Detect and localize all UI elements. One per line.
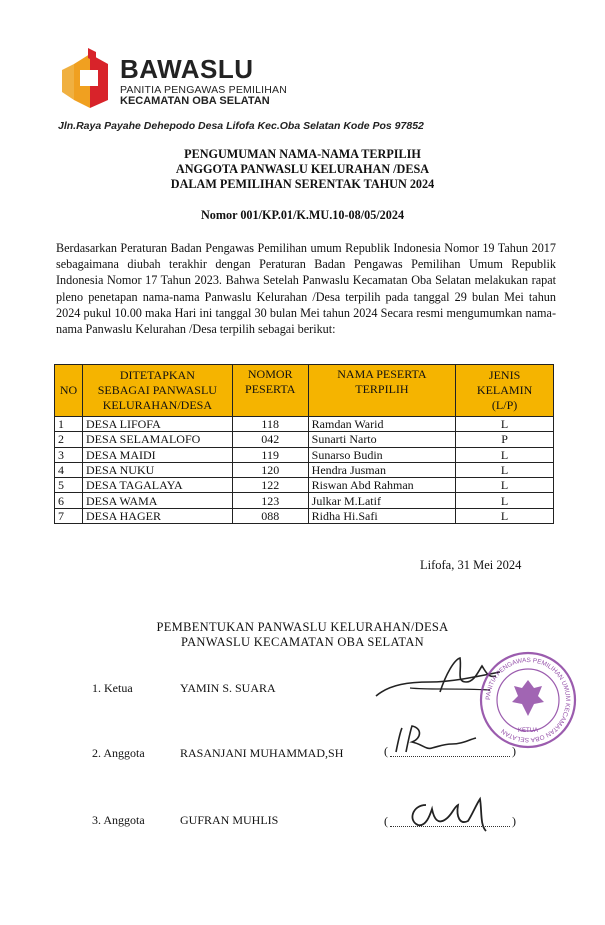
- header-jenis-line: (L/P): [491, 398, 518, 412]
- header-desa: [82, 365, 232, 417]
- table-row: [55, 462, 554, 477]
- table-row: [55, 478, 554, 493]
- brand-district: KECAMATAN OBA SELATAN: [120, 95, 270, 107]
- cell-nomor: 042: [232, 432, 308, 447]
- header-desa-line: DITETAPKAN: [119, 368, 195, 382]
- member-name: RASANJANI MUHAMMAD,SH: [180, 746, 344, 760]
- signature-anggota-2: [402, 795, 502, 840]
- table-header-row: [55, 365, 554, 417]
- cell-jk: L: [456, 462, 554, 477]
- table-row: [55, 493, 554, 508]
- member-name: YAMIN S. SUARA: [180, 681, 276, 695]
- cell-nama: Ridha Hi.Safi: [308, 508, 456, 523]
- cell-nomor: 120: [232, 462, 308, 477]
- cell-nama: Riswan Abd Rahman: [308, 478, 456, 493]
- header-nama-line: NAMA PESERTA: [337, 367, 427, 381]
- cell-jk: L: [456, 493, 554, 508]
- cell-nomor: 123: [232, 493, 308, 508]
- cell-nama: Ramdan Warid: [308, 417, 456, 432]
- table-row: [55, 432, 554, 447]
- cell-no: 5: [55, 478, 83, 493]
- cell-no: 6: [55, 493, 83, 508]
- cell-nama: Sunarso Budin: [308, 447, 456, 462]
- cell-no: 1: [55, 417, 83, 432]
- header-no: NO: [55, 365, 83, 417]
- office-address: Jln.Raya Payahe Dehepodo Desa Lifofa Kec.Oba Selatan Kode Pos 97852: [58, 120, 424, 132]
- table-row: [55, 417, 554, 432]
- signature-close-paren: ): [512, 814, 516, 828]
- signature-section-subtitle: PANWASLU KECAMATAN OBA SELATAN: [180, 635, 424, 649]
- results-table: [54, 364, 554, 524]
- cell-desa: DESA MAIDI: [82, 447, 232, 462]
- cell-jk: L: [456, 447, 554, 462]
- cell-jk: L: [456, 417, 554, 432]
- member-role: 2. Anggota: [92, 746, 145, 760]
- brand-subtitle: PANITIA PENGAWAS PEMILIHAN: [120, 84, 288, 96]
- header-nama-line: TERPILIH: [355, 382, 409, 396]
- header-jenis-line: KELAMIN: [476, 383, 533, 397]
- brand-name: BAWASLU: [120, 54, 254, 84]
- title-line-2: ANGGOTA PANWASLU KELURAHAN /DESA: [175, 162, 430, 176]
- signature-close-paren: ): [512, 744, 516, 758]
- cell-nomor: 122: [232, 478, 308, 493]
- announcement-paragraph: Berdasarkan Peraturan Badan Pengawas Pemilihan umum Republik Indonesia Nomor 19 Tahun 2017 sebagaimana diubah terakhir dengan Peraturan Badan Pengawas Pemilihan Umum Republik Indonesia Nomor 17 Tahun 2023. Bahwa Setelah Panwaslu Kecamatan Oba Selatan melakukan rapat pleno penetapan nama-nama Panwaslu Kelurahan /Desa terpilih pada tanggal 29 bulan Mei tahun 2024 pukul 10.00 maka Hari ini tanggal 30 bulan Mei tahun 2024 Secara resmi mengumumkan nama-nama Panwaslu Kelurahan /Desa terpilih sebagai berikut:: [56, 241, 556, 337]
- header-desa-line: SEBAGAI PANWASLU: [97, 383, 217, 397]
- member-role: 3. Anggota: [92, 813, 145, 827]
- document-date: Lifofa, 31 Mei 2024: [420, 558, 522, 572]
- header-nomor-line: NOMOR: [247, 367, 293, 381]
- cell-jk: L: [456, 508, 554, 523]
- stamp-text: PANITIA PENGAWAS PEMILIHAN UMUM KECAMATAN OBA SELATAN: [484, 656, 572, 744]
- cell-no: 3: [55, 447, 83, 462]
- cell-nama: Sunarti Narto: [308, 432, 456, 447]
- member-role: 1. Ketua: [92, 681, 133, 695]
- cell-no: 2: [55, 432, 83, 447]
- header-desa-line: KELURAHAN/DESA: [102, 398, 213, 412]
- signature-anggota-1: [392, 722, 492, 762]
- cell-nama: Hendra Jusman: [308, 462, 456, 477]
- cell-no: 7: [55, 508, 83, 523]
- title-line-3: DALAM PEMILIHAN SERENTAK TAHUN 2024: [170, 177, 435, 191]
- official-stamp: [478, 650, 578, 750]
- signature-open-paren: (: [384, 744, 388, 758]
- cell-desa: DESA HAGER: [82, 508, 232, 523]
- header-nama: [308, 365, 456, 417]
- cell-jk: P: [456, 432, 554, 447]
- cell-nomor: 118: [232, 417, 308, 432]
- table-row: [55, 508, 554, 523]
- title-line-1: PENGUMUMAN NAMA-NAMA TERPILIH: [184, 147, 421, 161]
- header-nomor: [232, 365, 308, 417]
- member-name: GUFRAN MUHLIS: [180, 813, 279, 827]
- cell-nomor: 119: [232, 447, 308, 462]
- cell-nama: Julkar M.Latif: [308, 493, 456, 508]
- signature-open-paren: (: [384, 814, 388, 828]
- bawaslu-logo: [60, 48, 116, 114]
- signature-section-title: PEMBENTUKAN PANWASLU KELURAHAN/DESA: [156, 620, 449, 634]
- table-row: [55, 447, 554, 462]
- document-number: Nomor 001/KP.01/K.MU.10-08/05/2024: [200, 208, 405, 222]
- header-nomor-line: PESERTA: [245, 382, 296, 396]
- cell-desa: DESA SELAMALOFO: [82, 432, 232, 447]
- cell-desa: DESA NUKU: [82, 462, 232, 477]
- cell-desa: DESA LIFOFA: [82, 417, 232, 432]
- stamp-label: KETUA: [517, 728, 539, 734]
- cell-no: 4: [55, 462, 83, 477]
- cell-nomor: 088: [232, 508, 308, 523]
- cell-jk: L: [456, 478, 554, 493]
- header-jenis: [456, 365, 554, 417]
- header-jenis-line: JENIS: [488, 368, 521, 382]
- cell-desa: DESA WAMA: [82, 493, 232, 508]
- cell-desa: DESA TAGALAYA: [82, 478, 232, 493]
